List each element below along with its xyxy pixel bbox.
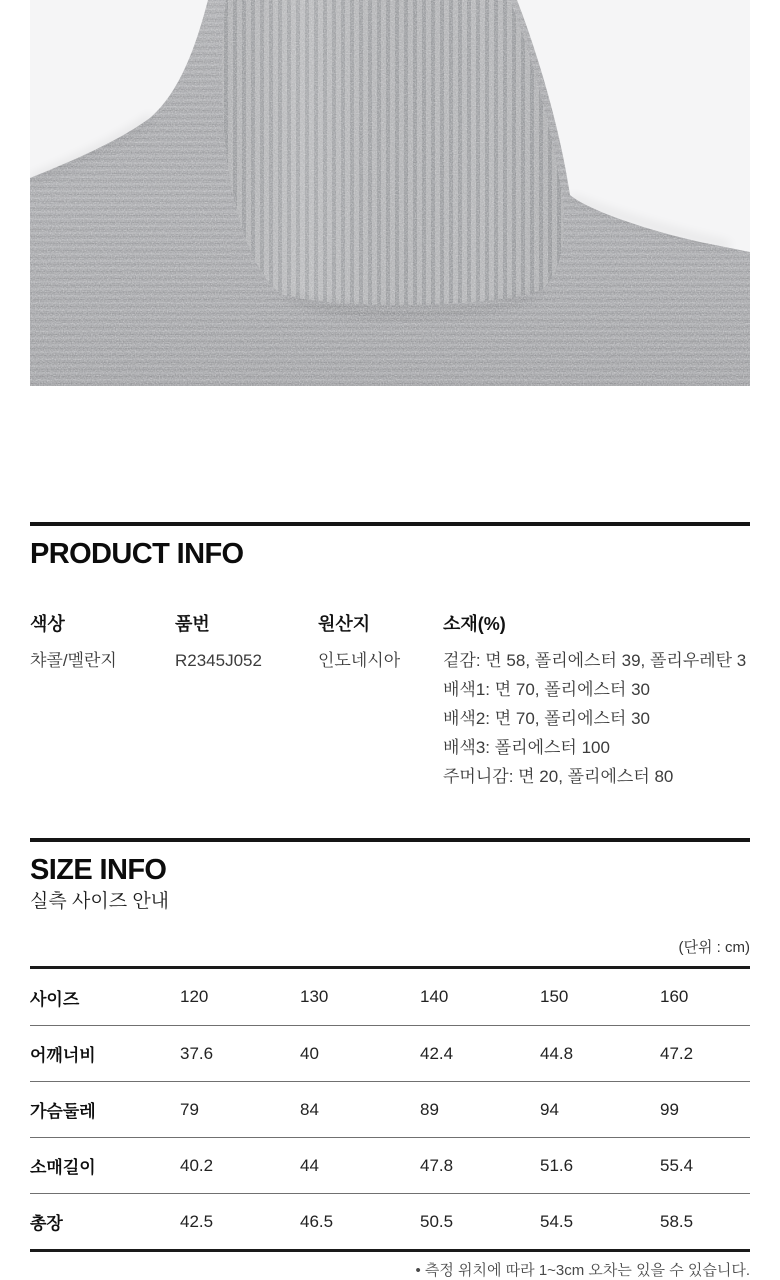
size-cell: 46.5 (300, 1211, 334, 1231)
size-cell: 40.2 (180, 1155, 214, 1175)
detail-content (30, 522, 750, 1280)
table-row (30, 1081, 750, 1137)
table-row-label: 어깨너비 (30, 1046, 96, 1065)
size-cell: 58.5 (660, 1211, 694, 1231)
product-info-grid (30, 612, 750, 791)
info-label: 품번 (175, 614, 210, 634)
material-line: 배색1: 면 70, 폴리에스터 30 (443, 680, 650, 699)
table-row-label: 총장 (30, 1214, 63, 1233)
material-line: 배색3: 폴리에스터 100 (443, 738, 610, 757)
size-column-header: 130 (300, 987, 329, 1006)
size-cell: 47.8 (420, 1155, 454, 1175)
material-line: 겉감: 면 58, 폴리에스터 39, 폴리우레탄 3 (443, 651, 747, 670)
table-row (30, 1025, 750, 1081)
table-row-label: 사이즈 (30, 989, 80, 1009)
size-cell: 84 (300, 1099, 319, 1119)
size-cell: 55.4 (660, 1155, 694, 1175)
info-value: R2345J052 (175, 651, 262, 670)
size-cell: 50.5 (420, 1211, 454, 1231)
info-field-color (30, 612, 175, 791)
info-label: 색상 (30, 614, 65, 634)
table-row (30, 1193, 750, 1249)
size-cell: 99 (660, 1099, 679, 1119)
info-value: 인도네시아 (318, 651, 401, 670)
table-header-row (30, 969, 750, 1025)
product-photo (30, 0, 750, 386)
material-line: 배색2: 면 70, 폴리에스터 30 (443, 709, 650, 728)
size-cell: 79 (180, 1099, 199, 1119)
info-value: 챠콜/멜란지 (30, 651, 117, 670)
size-cell: 42.4 (420, 1043, 454, 1063)
material-line: 주머니감: 면 20, 폴리에스터 80 (443, 767, 674, 786)
material-lines (443, 646, 750, 791)
size-cell: 44 (300, 1155, 319, 1175)
info-field-material (443, 612, 750, 791)
unit-note: (단위 : cm) (678, 939, 750, 956)
section-divider (30, 522, 750, 526)
table-row (30, 1137, 750, 1193)
size-cell: 37.6 (180, 1043, 214, 1063)
table-row-label: 소매길이 (30, 1158, 96, 1177)
info-field-origin (318, 612, 443, 791)
size-column-header: 160 (660, 987, 689, 1006)
size-cell: 54.5 (540, 1211, 574, 1231)
size-column-header: 140 (420, 987, 449, 1006)
size-info-heading: SIZE INFO (30, 854, 167, 886)
measurement-footnote: • 측정 위치에 따라 1~3cm 오차는 있을 수 있습니다. (415, 1262, 750, 1279)
size-cell: 94 (540, 1099, 559, 1119)
info-label: 소재(%) (443, 614, 506, 634)
size-cell: 44.8 (540, 1043, 574, 1063)
size-cell: 40 (300, 1043, 319, 1063)
size-info-subtitle: 실측 사이즈 안내 (30, 891, 170, 912)
size-column-header: 150 (540, 987, 569, 1006)
product-info-heading: PRODUCT INFO (30, 538, 244, 570)
size-column-header: 120 (180, 987, 209, 1006)
size-cell: 47.2 (660, 1043, 694, 1063)
table-row-label: 가슴둘레 (30, 1102, 96, 1121)
size-cell: 89 (420, 1099, 439, 1119)
info-field-item-number (175, 612, 318, 791)
info-label: 원산지 (318, 614, 371, 634)
size-cell: 51.6 (540, 1155, 574, 1175)
section-divider (30, 838, 750, 842)
size-table (30, 966, 750, 1252)
size-cell: 42.5 (180, 1211, 214, 1231)
